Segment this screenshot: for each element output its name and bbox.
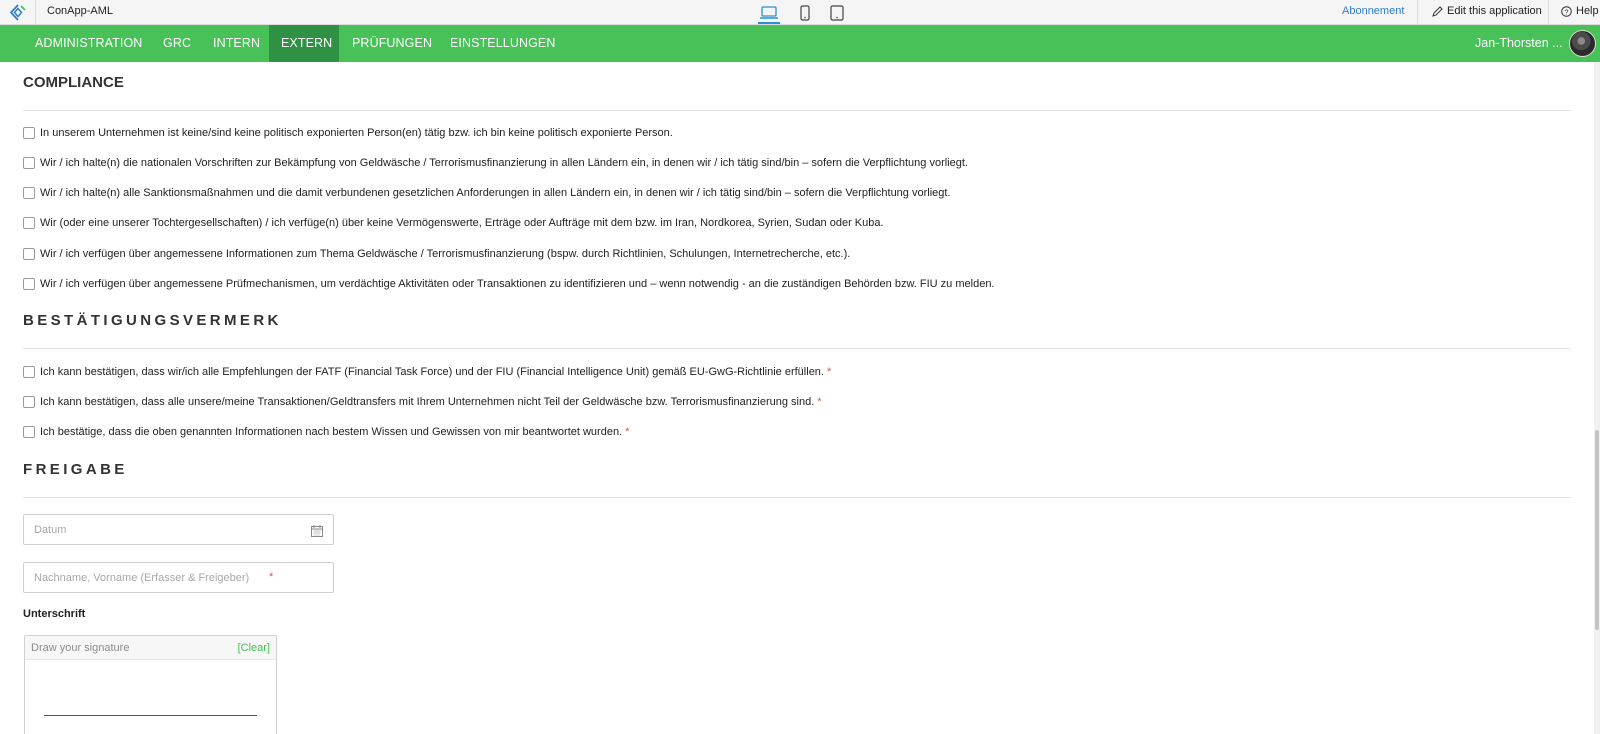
signature-placeholder: Draw your signature xyxy=(31,642,130,654)
name-input[interactable] xyxy=(24,563,333,592)
required-marker: * xyxy=(269,571,274,583)
help-icon xyxy=(1561,6,1572,17)
pencil-icon xyxy=(1432,6,1443,17)
confirmation-item xyxy=(23,364,831,380)
section-title-compliance: COMPLIANCE xyxy=(23,74,124,91)
divider xyxy=(35,0,36,24)
signature-header xyxy=(25,636,276,660)
nav-item-pruefungen[interactable]: PRÜFUNGEN xyxy=(352,36,433,50)
nav-item-grc[interactable]: GRC xyxy=(163,36,192,50)
checkbox-label: Wir / ich halte(n) die nationalen Vorschriften zur Bekämpfung von Geldwäsche / Terrorismusfinanzierung in allen Ländern ein, in denen wir / ich tätig sind/bin – sofern die Verpflichtung vorliegt. xyxy=(40,157,968,169)
signature-label: Unterschrift xyxy=(23,608,86,620)
main-nav xyxy=(0,25,1600,62)
compliance-item xyxy=(23,125,673,141)
laptop-icon[interactable] xyxy=(758,3,780,23)
checkbox[interactable] xyxy=(23,396,35,408)
confirmation-item xyxy=(23,424,629,440)
signature-canvas[interactable] xyxy=(25,661,276,734)
calendar-icon[interactable] xyxy=(311,524,323,542)
checkbox-label: In unserem Unternehmen ist keine/sind keine politisch exponierten Person(en) tätig bzw. ich bin keine politisch exponierte Person. xyxy=(40,127,673,139)
checkbox-label: Wir (oder eine unserer Tochtergesellschaften) / ich verfüge(n) über keine Vermögenswerte, Erträge oder Aufträge mit dem bzw. im Iran, Nordkorea, Syrien, Sudan oder Kuba. xyxy=(40,217,884,229)
checkbox[interactable] xyxy=(23,187,35,199)
edit-application-button[interactable] xyxy=(1432,5,1542,17)
checkbox[interactable] xyxy=(23,157,35,169)
abonnement-link[interactable]: Abonnement xyxy=(1342,5,1405,17)
svg-text:?: ? xyxy=(1564,6,1569,16)
date-input[interactable] xyxy=(24,515,333,544)
compliance-item xyxy=(23,155,968,171)
checkbox-label: Ich bestätige, dass die oben genannten Informationen nach bestem Wissen und Gewissen von mir beantwortet wurden. xyxy=(40,426,623,438)
checkbox[interactable] xyxy=(23,248,35,260)
compliance-item xyxy=(23,276,995,292)
divider xyxy=(1548,0,1549,24)
divider xyxy=(23,348,1571,349)
divider xyxy=(23,497,1571,498)
clear-signature-button[interactable]: [Clear] xyxy=(237,642,270,654)
divider xyxy=(1417,0,1418,24)
checkbox-label: Wir / ich verfügen über angemessene Prüfmechanismen, um verdächtige Aktivitäten oder Transaktionen zu identifizieren und – wenn notwendig - an die zuständigen Behörden bzw. FIU zu melden. xyxy=(40,278,995,290)
nav-item-intern[interactable]: INTERN xyxy=(213,36,261,50)
checkbox-label: Wir / ich verfügen über angemessene Informationen zum Thema Geldwäsche / Terrorismusfinanzierung (bspw. durch Richtlinien, Schulungen, Internetrecherche, etc.). xyxy=(40,248,851,260)
help-label: Help xyxy=(1576,5,1599,17)
app-logo-icon[interactable] xyxy=(9,4,27,21)
section-title-freigabe: FREIGABE xyxy=(23,461,128,478)
signature-pad xyxy=(24,635,277,734)
divider xyxy=(23,110,1571,111)
app-title: ConApp-AML xyxy=(47,5,114,17)
section-title-bestaetigungsvermerk: BESTÄTIGUNGSVERMERK xyxy=(23,312,282,329)
checkbox[interactable] xyxy=(23,366,35,378)
scrollbar-track[interactable] xyxy=(1594,62,1600,734)
compliance-item xyxy=(23,185,951,201)
required-marker: * xyxy=(625,426,630,438)
name-field xyxy=(23,562,334,593)
required-marker: * xyxy=(817,396,822,408)
nav-item-einstellungen[interactable]: EINSTELLUNGEN xyxy=(450,36,556,50)
checkbox[interactable] xyxy=(23,127,35,139)
app-topbar xyxy=(0,0,1600,25)
date-field xyxy=(23,514,334,545)
required-marker: * xyxy=(826,366,832,378)
user-menu[interactable]: Jan-Thorsten ... xyxy=(1475,36,1563,50)
avatar[interactable] xyxy=(1569,30,1596,57)
checkbox[interactable] xyxy=(23,278,35,290)
compliance-item xyxy=(23,215,884,231)
signature-baseline xyxy=(44,715,257,716)
checkbox-label: Ich kann bestätigen, dass alle unsere/meine Transaktionen/Geldtransfers mit Ihrem Unternehmen nicht Teil der Geldwäsche bzw. Terrorismusfinanzierung sind. xyxy=(40,396,815,408)
help-button[interactable] xyxy=(1561,5,1599,17)
compliance-item xyxy=(23,246,850,262)
nav-item-extern[interactable]: EXTERN xyxy=(269,25,339,62)
checkbox[interactable] xyxy=(23,426,35,438)
checkbox[interactable] xyxy=(23,217,35,229)
phone-icon[interactable] xyxy=(794,3,816,23)
tablet-icon[interactable] xyxy=(826,3,848,23)
checkbox-label: Wir / ich halte(n) alle Sanktionsmaßnahmen und die damit verbundenen gesetzlichen Anforderungen in allen Ländern ein, in denen wir / ich tätig sind/bin – sofern die Verpflichtung vorliegt. xyxy=(40,187,951,199)
nav-item-administration[interactable]: ADMINISTRATION xyxy=(35,36,143,50)
scrollbar-thumb[interactable] xyxy=(1595,430,1599,630)
confirmation-item xyxy=(23,394,822,410)
edit-application-label: Edit this application xyxy=(1447,5,1542,17)
checkbox-label: Ich kann bestätigen, dass wir/ich alle Empfehlungen der FATF (Financial Task Force) und der FIU (Financial Intelligence Unit) gemäß EU-GwG-Richtlinie erfüllen. xyxy=(40,366,824,378)
